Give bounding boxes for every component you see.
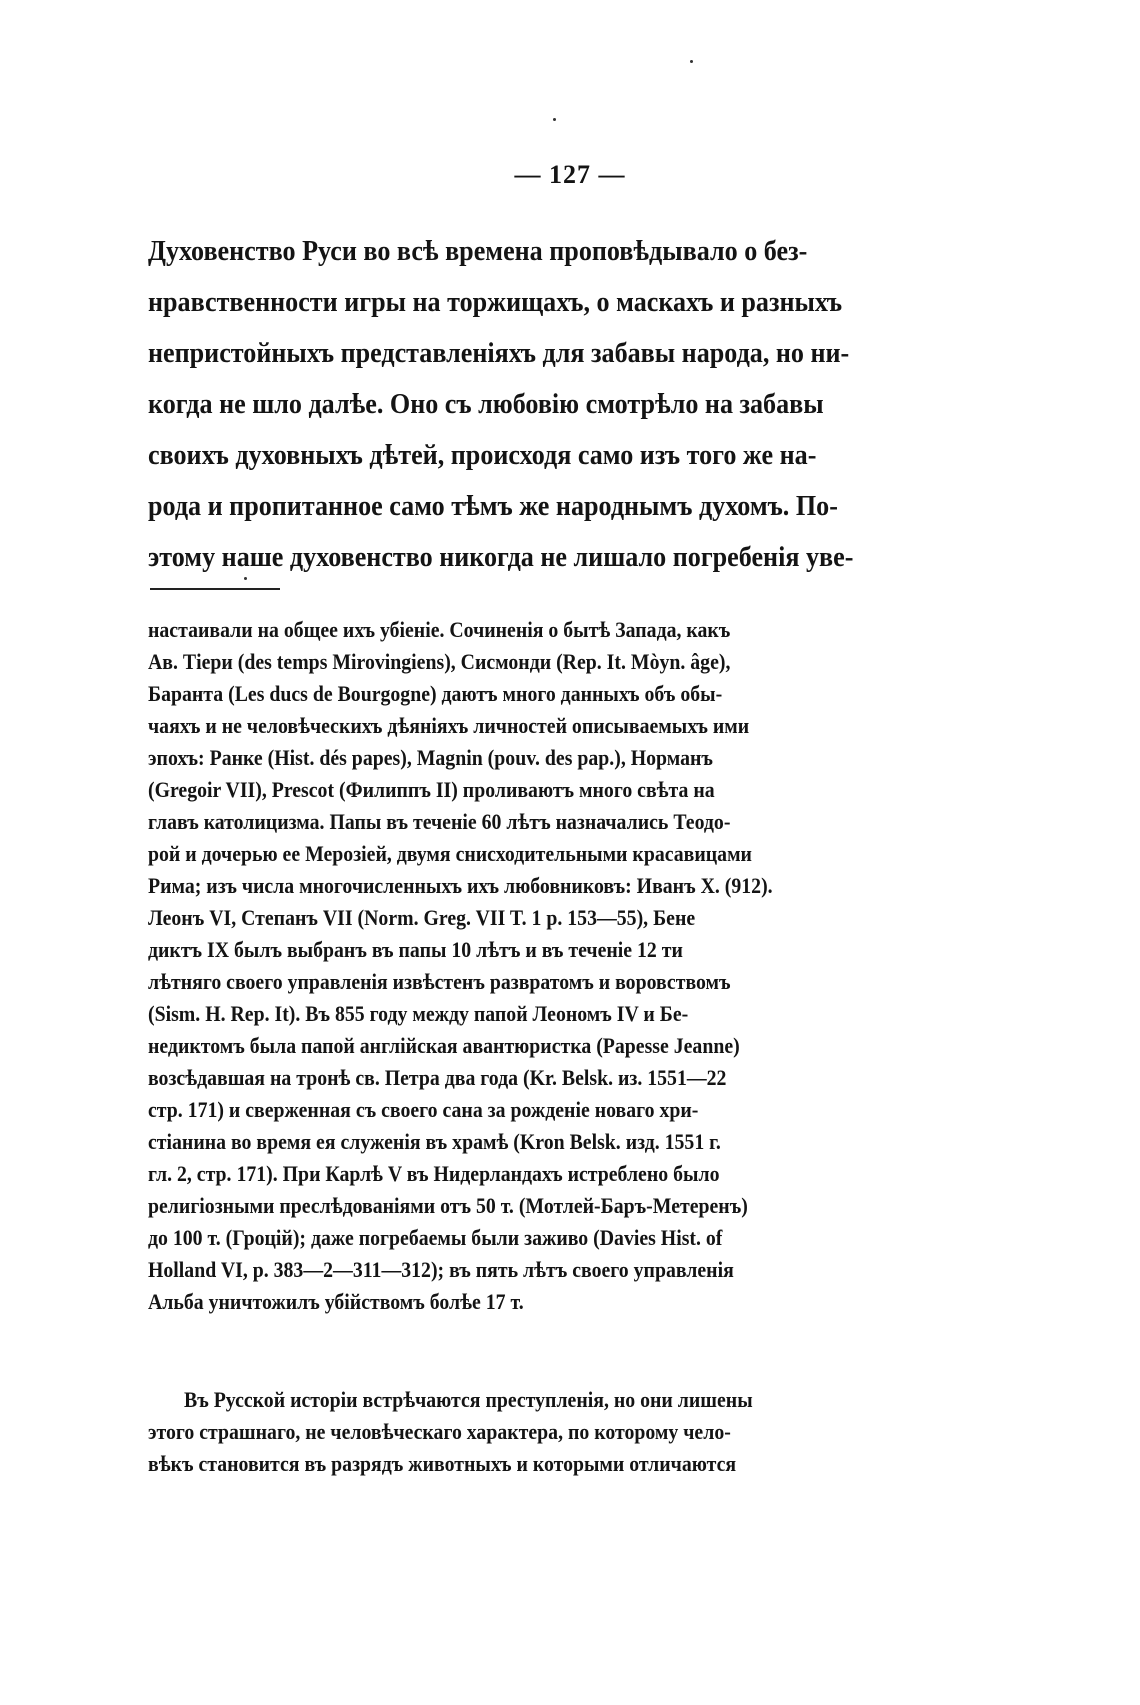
paragraph-line: Въ Русской исторіи встрѣчаются преступленія, но они лишены: [184, 1387, 753, 1412]
main-text-line: непристойныхъ представленіяхъ для забавы народа, но ни-: [148, 337, 850, 369]
continuation-paragraph: [148, 1384, 938, 1480]
footnote-line: религіозными преслѣдованіями отъ 50 т. (Мотлей-Баръ-Метеренъ): [148, 1193, 748, 1218]
footnote-line: недиктомъ была папой англійская авантюристка (Papesse Jeanne): [148, 1033, 740, 1058]
footnote-line: возсѣдавшая на тронѣ св. Петра два года (Kr. Belsk. из. 1551—22: [148, 1065, 727, 1090]
main-text-line: Духовенство Руси во всѣ времена проповѣдывало о без-: [148, 235, 808, 267]
footnote-line: Альба уничтожилъ убійствомъ болѣе 17 т.: [148, 1289, 524, 1314]
footnote-separator-rule: [150, 588, 280, 590]
footnote-block: [148, 614, 938, 1318]
footnote-line: (Sism. H. Rep. It). Въ 855 году между папой Леономъ IV и Бе-: [148, 1001, 689, 1026]
footnote-line: стіанина во время ея служенія въ храмѣ (Kron Belsk. изд. 1551 г.: [148, 1129, 721, 1154]
main-text-line: когда не шло далѣе. Оно съ любовію смотрѣло на забавы: [148, 388, 824, 420]
print-speck-2: [553, 118, 556, 121]
print-speck-1: [690, 60, 693, 63]
footnote-line: Леонъ VI, Степанъ VII (Norm. Greg. VII T. 1 p. 153—55), Бене: [148, 905, 696, 930]
footnote-line: Ав. Тіери (des temps Mirovingiens), Сисмонди (Rep. It. Mòyn. âge),: [148, 649, 731, 674]
footnote-line: Баранта (Les ducs de Bourgogne) даютъ много данныхъ объ обы-: [148, 681, 723, 706]
footnote-line: до 100 т. (Гроцій); даже погребаемы были заживо (Davies Hist. of: [148, 1225, 723, 1250]
main-text-line: нравственности игры на торжищахъ, о маскахъ и разныхъ: [148, 286, 843, 318]
footnote-line: Holland VI, p. 383—2—311—312); въ пять лѣтъ своего управленія: [148, 1257, 734, 1282]
page-number: — 127 —: [514, 160, 626, 189]
footnote-line: гл. 2, стр. 171). При Карлѣ V въ Нидерландахъ истреблено было: [148, 1161, 720, 1186]
footnote-line: (Gregoir VII), Prescot (Филиппъ II) проливаютъ много свѣта на: [148, 777, 715, 802]
footnote-line: стр. 171) и сверженная съ своего сана за рожденіе новаго хри-: [148, 1097, 699, 1122]
main-text-line: рода и пропитанное само тѣмъ же народнымъ духомъ. По-: [148, 490, 838, 522]
footnote-line: диктъ IX былъ выбранъ въ папы 10 лѣтъ и въ теченіе 12 ти: [148, 937, 683, 962]
footnote-line: настаивали на общее ихъ убіеніе. Сочиненія о бытѣ Запада, какъ: [148, 617, 731, 642]
footnote-line: главъ католицизма. Папы въ теченіе 60 лѣтъ назначались Теодо-: [148, 809, 731, 834]
main-text-line: своихъ духовныхъ дѣтей, происходя само изъ того же на-: [148, 439, 817, 471]
main-text-block: [148, 226, 928, 583]
footnote-line: рой и дочерью ее Мерозіей, двумя снисходительными красавицами: [148, 841, 752, 866]
paragraph-line: этого страшнаго, не человѣческаго характера, по которому чело-: [148, 1419, 731, 1444]
footnote-line: лѣтняго своего управленія извѣстенъ развратомъ и воровствомъ: [148, 969, 731, 994]
paragraph-line: вѣкъ становится въ разрядъ животныхъ и которыми отличаются: [148, 1451, 737, 1476]
footnote-line: Рима; изъ числа многочисленныхъ ихъ любовниковъ: Иванъ X. (912).: [148, 873, 773, 898]
main-text-line: этому наше духовенство никогда не лишало погребенія уве-: [148, 541, 854, 573]
footnote-line: эпохъ: Ранке (Hist. dés papes), Magnin (pouv. des pap.), Норманъ: [148, 745, 713, 770]
footnote-line: чаяхъ и не человѣческихъ дѣяніяхъ личностей описываемыхъ ими: [148, 713, 750, 738]
